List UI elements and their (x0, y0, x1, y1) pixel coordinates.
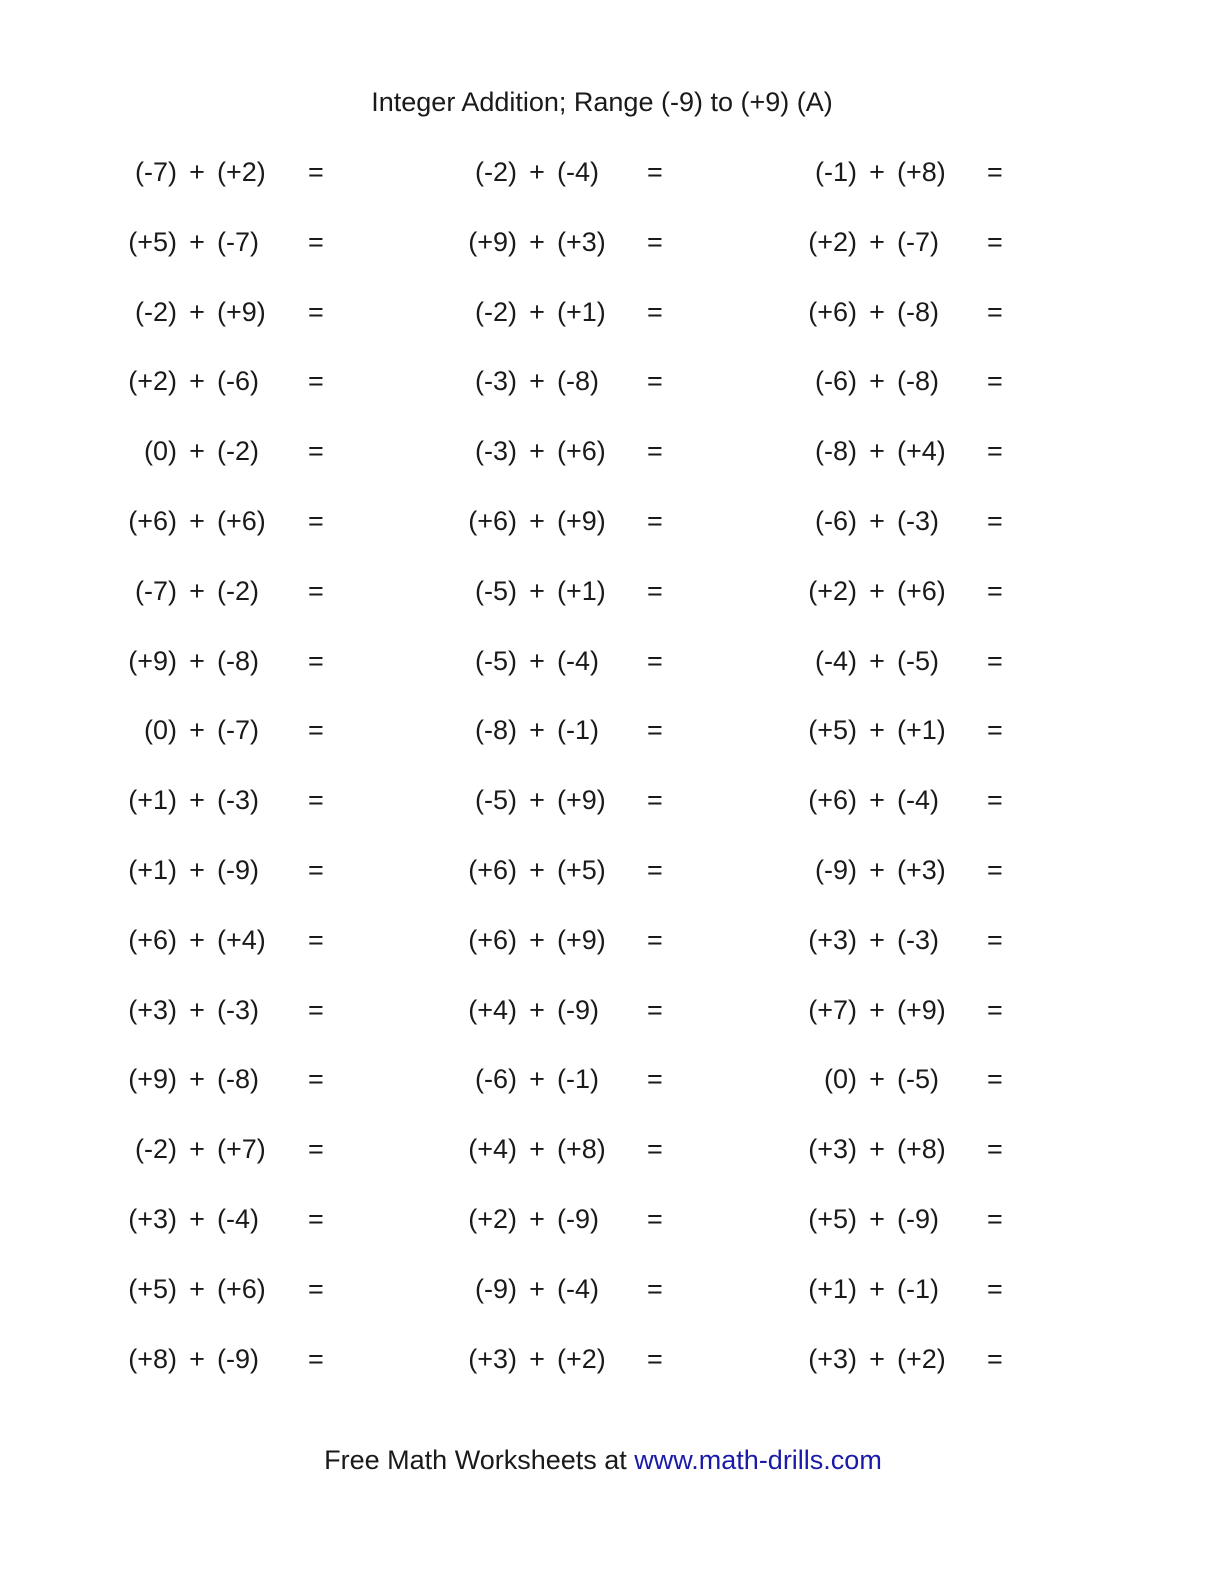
second-operand: (+1) (557, 296, 606, 327)
equals-sign: = (647, 436, 663, 467)
equals-sign: = (308, 715, 324, 746)
equals-sign: = (987, 715, 1003, 746)
problem-row (0, 920, 1224, 990)
second-operand: (-3) (217, 994, 259, 1025)
second-operand: (-3) (217, 785, 259, 816)
first-operand: (-7) (135, 157, 177, 187)
equals-sign: = (987, 157, 1003, 187)
plus-sign: + (189, 505, 205, 536)
first-operand: (+1) (128, 785, 177, 816)
first-operand: (+7) (808, 994, 857, 1025)
first-operand: (-6) (815, 505, 857, 536)
plus-sign: + (189, 715, 205, 746)
equals-sign: = (987, 366, 1003, 397)
problem-row (0, 292, 1224, 362)
equals-sign: = (647, 1203, 663, 1234)
second-operand: (-7) (897, 226, 939, 257)
plus-sign: + (189, 436, 205, 467)
plus-sign: + (189, 645, 205, 676)
problem-row (0, 641, 1224, 711)
equals-sign: = (647, 854, 663, 885)
equals-sign: = (987, 785, 1003, 816)
second-operand: (-9) (557, 994, 599, 1025)
equals-sign: = (308, 1343, 324, 1374)
plus-sign: + (189, 366, 205, 397)
second-operand: (-9) (217, 1343, 259, 1374)
second-operand: (-4) (217, 1203, 259, 1234)
second-operand: (+4) (897, 436, 946, 467)
first-operand: (-2) (135, 296, 177, 327)
first-operand: (+2) (808, 226, 857, 257)
first-operand: (-9) (815, 854, 857, 885)
second-operand: (+9) (557, 505, 606, 536)
equals-sign: = (647, 645, 663, 676)
plus-sign: + (869, 1343, 885, 1374)
first-operand: (-3) (475, 436, 517, 467)
plus-sign: + (189, 854, 205, 885)
plus-sign: + (189, 1203, 205, 1234)
first-operand: (+2) (468, 1203, 517, 1234)
second-operand: (+2) (217, 157, 266, 187)
first-operand: (-8) (815, 436, 857, 467)
plus-sign: + (529, 575, 545, 606)
second-operand: (-8) (897, 366, 939, 397)
problem (0, 780, 1224, 820)
first-operand: (+4) (468, 994, 517, 1025)
first-operand: (0) (144, 436, 177, 467)
first-operand: (+2) (808, 575, 857, 606)
second-operand: (+6) (557, 436, 606, 467)
problem-row (0, 431, 1224, 501)
first-operand: (-1) (815, 157, 857, 187)
second-operand: (+9) (897, 994, 946, 1025)
first-operand: (+1) (808, 1273, 857, 1304)
equals-sign: = (308, 1273, 324, 1304)
plus-sign: + (869, 994, 885, 1025)
plus-sign: + (529, 1273, 545, 1304)
equals-sign: = (647, 715, 663, 746)
second-operand: (-8) (897, 296, 939, 327)
plus-sign: + (869, 296, 885, 327)
second-operand: (-4) (557, 1273, 599, 1304)
plus-sign: + (869, 366, 885, 397)
equals-sign: = (308, 924, 324, 955)
second-operand: (+3) (897, 854, 946, 885)
second-operand: (+6) (897, 575, 946, 606)
second-operand: (-9) (557, 1203, 599, 1234)
plus-sign: + (529, 645, 545, 676)
second-operand: (+8) (897, 1134, 946, 1165)
second-operand: (+6) (217, 505, 266, 536)
equals-sign: = (647, 1064, 663, 1095)
plus-sign: + (189, 1134, 205, 1165)
first-operand: (+5) (128, 226, 177, 257)
first-operand: (+3) (808, 1134, 857, 1165)
first-operand: (+6) (128, 505, 177, 536)
equals-sign: = (647, 157, 663, 187)
problem-row (0, 850, 1224, 920)
first-operand: (+8) (128, 1343, 177, 1374)
problem-row (0, 1269, 1224, 1339)
plus-sign: + (529, 1134, 545, 1165)
problem (0, 920, 1224, 960)
equals-sign: = (308, 645, 324, 676)
second-operand: (+4) (217, 924, 266, 955)
plus-sign: + (529, 1343, 545, 1374)
equals-sign: = (987, 1203, 1003, 1234)
second-operand: (-9) (217, 854, 259, 885)
first-operand: (-5) (475, 785, 517, 816)
plus-sign: + (869, 1064, 885, 1095)
first-operand: (-3) (475, 366, 517, 397)
first-operand: (-5) (475, 645, 517, 676)
second-operand: (-7) (217, 715, 259, 746)
second-operand: (+2) (897, 1343, 946, 1374)
first-operand: (+6) (128, 924, 177, 955)
equals-sign: = (647, 226, 663, 257)
equals-sign: = (987, 1064, 1003, 1095)
problem (0, 1199, 1224, 1239)
first-operand: (+3) (808, 924, 857, 955)
equals-sign: = (987, 1343, 1003, 1374)
equals-sign: = (647, 296, 663, 327)
second-operand: (+1) (897, 715, 946, 746)
plus-sign: + (529, 505, 545, 536)
second-operand: (-9) (897, 1203, 939, 1234)
equals-sign: = (308, 366, 324, 397)
equals-sign: = (647, 1273, 663, 1304)
second-operand: (+7) (217, 1134, 266, 1165)
equals-sign: = (308, 157, 324, 187)
equals-sign: = (987, 296, 1003, 327)
problem (0, 850, 1224, 890)
worksheet-title: Integer Addition; Range (-9) to (+9) (A) (371, 87, 833, 117)
problem-row (0, 152, 1224, 222)
plus-sign: + (189, 1343, 205, 1374)
footer-link[interactable]: www.math-drills.com (634, 1445, 882, 1475)
plus-sign: + (529, 366, 545, 397)
equals-sign: = (987, 436, 1003, 467)
equals-sign: = (647, 366, 663, 397)
second-operand: (+9) (217, 296, 266, 327)
plus-sign: + (869, 505, 885, 536)
equals-sign: = (308, 1064, 324, 1095)
first-operand: (+9) (468, 226, 517, 257)
problem (0, 431, 1224, 471)
equals-sign: = (987, 505, 1003, 536)
plus-sign: + (869, 1273, 885, 1304)
plus-sign: + (869, 715, 885, 746)
plus-sign: + (529, 924, 545, 955)
first-operand: (+6) (808, 296, 857, 327)
plus-sign: + (529, 785, 545, 816)
first-operand: (+3) (808, 1343, 857, 1374)
plus-sign: + (529, 854, 545, 885)
equals-sign: = (308, 1134, 324, 1165)
plus-sign: + (189, 994, 205, 1025)
equals-sign: = (987, 226, 1003, 257)
problem-row (0, 501, 1224, 571)
second-operand: (-1) (557, 715, 599, 746)
plus-sign: + (189, 1064, 205, 1095)
equals-sign: = (987, 924, 1003, 955)
second-operand: (+1) (557, 575, 606, 606)
first-operand: (-2) (135, 1134, 177, 1165)
problem (0, 361, 1224, 401)
equals-sign: = (647, 785, 663, 816)
plus-sign: + (869, 226, 885, 257)
equals-sign: = (308, 785, 324, 816)
first-operand: (+5) (128, 1273, 177, 1304)
problem-row (0, 1129, 1224, 1199)
plus-sign: + (869, 157, 885, 187)
problem-row (0, 361, 1224, 431)
problem (0, 1129, 1224, 1169)
second-operand: (+5) (557, 854, 606, 885)
second-operand: (-1) (557, 1064, 599, 1095)
equals-sign: = (308, 575, 324, 606)
plus-sign: + (869, 1203, 885, 1234)
first-operand: (0) (144, 715, 177, 746)
first-operand: (-7) (135, 575, 177, 606)
problem (0, 1059, 1224, 1099)
equals-sign: = (647, 1343, 663, 1374)
first-operand: (+6) (468, 854, 517, 885)
plus-sign: + (189, 226, 205, 257)
problem-row (0, 222, 1224, 292)
equals-sign: = (987, 575, 1003, 606)
equals-sign: = (308, 296, 324, 327)
problem (0, 1339, 1224, 1379)
plus-sign: + (529, 715, 545, 746)
plus-sign: + (529, 296, 545, 327)
problem (0, 152, 1224, 192)
equals-sign: = (987, 1134, 1003, 1165)
second-operand: (+8) (557, 1134, 606, 1165)
problem (0, 222, 1224, 262)
equals-sign: = (308, 505, 324, 536)
equals-sign: = (987, 645, 1003, 676)
first-operand: (-2) (475, 296, 517, 327)
first-operand: (+3) (128, 1203, 177, 1234)
problem-row (0, 1059, 1224, 1129)
second-operand: (-2) (217, 436, 259, 467)
plus-sign: + (529, 994, 545, 1025)
problem (0, 641, 1224, 681)
plus-sign: + (869, 1134, 885, 1165)
equals-sign: = (987, 854, 1003, 885)
plus-sign: + (869, 785, 885, 816)
problem-row (0, 1199, 1224, 1269)
first-operand: (+9) (128, 1064, 177, 1095)
equals-sign: = (308, 226, 324, 257)
problem (0, 571, 1224, 611)
first-operand: (-6) (815, 366, 857, 397)
second-operand: (-3) (897, 924, 939, 955)
footer (0, 1442, 1206, 1478)
problem-row (0, 710, 1224, 780)
plus-sign: + (529, 226, 545, 257)
second-operand: (-8) (557, 366, 599, 397)
second-operand: (-4) (897, 785, 939, 816)
plus-sign: + (869, 436, 885, 467)
first-operand: (+6) (808, 785, 857, 816)
problem-row (0, 990, 1224, 1060)
plus-sign: + (529, 1064, 545, 1095)
problem (0, 990, 1224, 1030)
second-operand: (+2) (557, 1343, 606, 1374)
first-operand: (-8) (475, 715, 517, 746)
problem (0, 1269, 1224, 1309)
plus-sign: + (189, 924, 205, 955)
equals-sign: = (308, 854, 324, 885)
equals-sign: = (647, 924, 663, 955)
footer-prefix: Free Math Worksheets at (324, 1445, 635, 1475)
second-operand: (-8) (217, 645, 259, 676)
equals-sign: = (987, 1273, 1003, 1304)
second-operand: (-5) (897, 645, 939, 676)
first-operand: (+3) (468, 1343, 517, 1374)
plus-sign: + (869, 854, 885, 885)
first-operand: (+1) (128, 854, 177, 885)
second-operand: (-5) (897, 1064, 939, 1095)
second-operand: (+9) (557, 924, 606, 955)
plus-sign: + (529, 157, 545, 187)
first-operand: (+3) (128, 994, 177, 1025)
first-operand: (-5) (475, 575, 517, 606)
first-operand: (+5) (808, 1203, 857, 1234)
plus-sign: + (869, 924, 885, 955)
first-operand: (+6) (468, 924, 517, 955)
first-operand: (-2) (475, 157, 517, 187)
first-operand: (0) (824, 1064, 857, 1095)
equals-sign: = (308, 436, 324, 467)
first-operand: (-6) (475, 1064, 517, 1095)
plus-sign: + (189, 1273, 205, 1304)
equals-sign: = (647, 1134, 663, 1165)
equals-sign: = (647, 505, 663, 536)
problem-row (0, 780, 1224, 850)
second-operand: (-6) (217, 366, 259, 397)
second-operand: (-3) (897, 505, 939, 536)
second-operand: (-4) (557, 645, 599, 676)
first-operand: (+6) (468, 505, 517, 536)
equals-sign: = (308, 1203, 324, 1234)
plus-sign: + (529, 436, 545, 467)
second-operand: (-1) (897, 1273, 939, 1304)
first-operand: (+9) (128, 645, 177, 676)
problem (0, 501, 1224, 541)
problem-grid (0, 152, 1224, 1408)
second-operand: (+3) (557, 226, 606, 257)
second-operand: (-4) (557, 157, 599, 187)
first-operand: (+4) (468, 1134, 517, 1165)
plus-sign: + (189, 157, 205, 187)
second-operand: (-2) (217, 575, 259, 606)
second-operand: (+6) (217, 1273, 266, 1304)
equals-sign: = (308, 994, 324, 1025)
equals-sign: = (647, 575, 663, 606)
problem (0, 292, 1224, 332)
plus-sign: + (869, 645, 885, 676)
first-operand: (+5) (808, 715, 857, 746)
equals-sign: = (987, 994, 1003, 1025)
first-operand: (+2) (128, 366, 177, 397)
plus-sign: + (189, 575, 205, 606)
equals-sign: = (647, 994, 663, 1025)
plus-sign: + (189, 785, 205, 816)
first-operand: (-9) (475, 1273, 517, 1304)
problem (0, 710, 1224, 750)
second-operand: (-7) (217, 226, 259, 257)
second-operand: (+8) (897, 157, 946, 187)
plus-sign: + (189, 296, 205, 327)
plus-sign: + (869, 575, 885, 606)
second-operand: (-8) (217, 1064, 259, 1095)
problem-row (0, 571, 1224, 641)
second-operand: (+9) (557, 785, 606, 816)
problem-row (0, 1339, 1224, 1409)
plus-sign: + (529, 1203, 545, 1234)
first-operand: (-4) (815, 645, 857, 676)
